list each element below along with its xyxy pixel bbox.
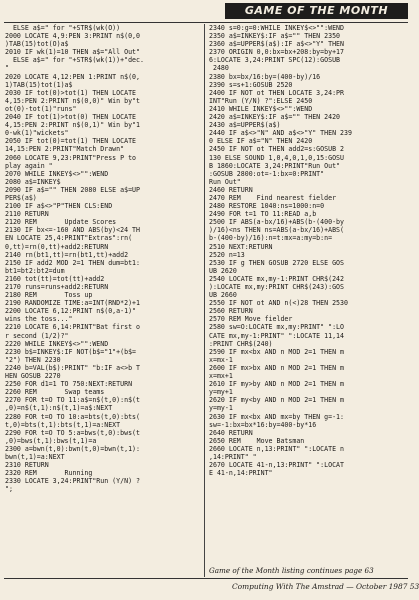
listing-line: )TAB(15)tot(O)a$ [5, 40, 69, 49]
listing-line: 4,15:PEN 2:PRINT n$(0,1)" Win by"1 [5, 121, 140, 130]
listing-line: B 1860:LOCATE 3,24:PRINT"Run Out" [209, 161, 341, 170]
listing-line: 2290 FOR t=O TO 5:a=bws(t,0):bws(t [5, 428, 140, 437]
listing-line: CATE mx,my-1:PRINT" ":LOCATE 11,14 [209, 331, 344, 340]
listing-line: 2120 REM Update Scores [5, 218, 117, 227]
footer-publication: Computing With The Amstrad [232, 582, 344, 591]
listing-line: 2600 IF mx>bx AND n MOD 2=1 THEN m [209, 363, 344, 372]
listing-line: 2350 a$=INKEY$:IF a$="" THEN 2350 [209, 32, 341, 41]
listing-line: bt1=bt2:bt2=dum [5, 266, 65, 275]
listing-line: 2110 RETURN [5, 210, 49, 219]
listing-line: 2150 IF add2 MOD 2=1 THEN dum=bt1: [5, 258, 140, 267]
listing-line: ,0)=n$(t,1):n$(t,1)=a$:NEXT [5, 404, 113, 413]
listing-line: 2510 NEXT:RETURN [209, 242, 273, 251]
listing-line: ELSE a$=" for "+STR$(wk(O)) [5, 24, 121, 32]
footer-date: October 1987 [355, 582, 408, 591]
listing-line: 2620 IF my<by AND n MOD 2=1 THEN m [209, 396, 344, 405]
listing-line: 2430 a$=UPPER$(a$) [209, 121, 281, 130]
listing-line: E 41-n,14:PRINT" [209, 469, 273, 478]
listing-line: 14,15:PEN 2:PRINT"Match Drawn" [5, 145, 125, 154]
listing-line: b-(400-by)/16):n=t:mx=a:my=b:n= [209, 234, 333, 243]
listing-line: 2480 [209, 64, 229, 73]
listing-line: 2330 LOCATE 3,24:PRINT"Run (Y/N) ? [5, 477, 140, 486]
listing-line: 2240 b=VAL(b$):PRINT" "b:IF a<>b T [5, 363, 140, 372]
listing-line: 2160 tot(tt)=tot(tt)+add2 [5, 274, 105, 283]
listing-line: 130 ELSE SOUND 1,0,4,0,1,0,15:GOSU [209, 153, 344, 162]
listing-line: 4,15:PEN 2:PRINT n$(0,0)" Win by"t [5, 96, 140, 105]
listing-line: 2490 FOR t=1 TO 11:READ a,b [209, 210, 317, 219]
listing-line: 2000 LOCATE 4,9:PEN 3:PRINT n$(0,0 [5, 32, 140, 41]
listing-line: 2380 bx=bx/16:by=(400-by)/16 [209, 72, 321, 81]
listing-line: 2460 RETURN [209, 185, 253, 194]
listing-line: 2250 FOR d1=1 TO 750:NEXT:RETURN [5, 380, 133, 389]
top-rule [4, 22, 408, 23]
listing-line: 2670 LOCATE 41-n,13:PRINT" ":LOCAT [209, 461, 344, 470]
listing-line: 2540 LOCATE mx,my-1:PRINT CHR$(242 [209, 274, 344, 283]
listing-line: EN LOCATE 25,4:PRINT"Extras":rn( [5, 234, 133, 243]
listing-line: ot(0)-tot(1)"runs" [5, 104, 77, 113]
listing-line: 2370 ORIGIN 0,0:bx=bx+208:by=by+17 [209, 48, 344, 57]
listing-line: 2080 a$=INKEY$ [5, 177, 61, 186]
listing-line: 2390 s=s+1:GOSUB 2520 [209, 80, 293, 89]
listing-line: y=my-1 [209, 404, 233, 413]
bottom-rule [4, 578, 408, 579]
column-divider [204, 24, 205, 577]
listing-line: 2030 IF tot(0)>tot(1) THEN LOCATE [5, 88, 137, 97]
footer-page-number: 53 [409, 582, 419, 591]
listing-line: 2210 LOCATE 6,14:PRINT"Bat first o [5, 323, 140, 332]
listing-line: 2650 REM Move Batsman [209, 436, 305, 445]
listing-line: 2560 RETURN [209, 307, 253, 316]
listing-line: 2520 n=13 [209, 250, 245, 259]
listing-line: 2070 WHILE INKEY$<>"":WEND [5, 169, 109, 178]
listing-line: 2470 REM Find nearest fielder [209, 193, 337, 202]
listing-line: UB 2660 [209, 291, 237, 300]
listing-line: 2020 LOCATE 4,12:PEN 1:PRINT n$(0, [5, 72, 140, 81]
listing-line: 2530 IF g THEN GOSUB 2720 ELSE GOS [209, 258, 344, 267]
listing-line: 2610 IF my>by AND n MOD 2=1 THEN m [209, 380, 344, 389]
listing-line: x=mx+1 [209, 372, 233, 381]
listing-line: sw=-1:bx=bx*16:by=400-by*16 [209, 420, 317, 429]
listing-line: 2410 WHILE INKEY$<>"":WEND [209, 104, 313, 113]
listing-line: 2360 a$=UPPER$(a$):IF a$<>"Y" THEN [209, 40, 344, 49]
listing-line: 2270 FOR t=O TO 11:a$=n$(t,0):n$(t [5, 396, 140, 405]
listing-line: 2190 RANDOMIZE TIME:a=INT(RND*2)+1 [5, 299, 140, 308]
listing-line: :PRINT CHR$(240) [209, 339, 273, 348]
listing-line: )/16)<ns THEN ns=ABS(a-bx/16)+ABS( [209, 226, 344, 235]
listing-line: 2550 IF NOT ot AND n(<)28 THEN 2530 [209, 299, 348, 308]
listing-line: 2480 RESTORE 1040:ns=1000:n=0 [209, 202, 325, 211]
listing-line: 2340 s=0:g=0:WHILE INKEY$<>"":WEND [209, 24, 344, 32]
listing-column-right [209, 24, 408, 477]
listing-line: 2060 LOCATE 9,23:PRINT"Press P to [5, 153, 137, 162]
listing-line: y=my+1 [209, 388, 233, 397]
listing-line: " [5, 64, 9, 73]
listing-line: 2180 REM Toss up [5, 291, 93, 300]
section-header: GAME OF THE MONTH [225, 3, 408, 19]
listing-line: 2310 RETURN [5, 461, 49, 470]
listing-line: wins the toss..." [5, 315, 73, 324]
listing-line: 6:LOCATE 3,24:PRINT SPC(12):GOSUB [209, 56, 341, 65]
listing-line: ):LOCATE mx,my:PRINT CHR$(243):GOS [209, 283, 344, 291]
listing-line: Run Out" [209, 177, 241, 186]
listing-line: 2450 IF NOT ot THEN add2=s:GOSUB 2 [209, 145, 344, 154]
listing-line: 2630 IF mx<bx AND mx=by THEN g=-1: [209, 412, 344, 421]
listing-line: x=mx-1 [209, 355, 233, 364]
listing-column-left [5, 24, 202, 493]
listing-line: 2660 LOCATE n,13:PRINT" ":LOCATE n [209, 444, 344, 453]
listing-line: 2640 RETURN [209, 428, 253, 437]
listing-line: 2040 IF tot(1)>tot(0) THEN LOCATE [5, 113, 137, 122]
listing-line: 2100 IF a$<>"P"THEN CLS:END [5, 202, 113, 211]
listing-line: ,14:PRINT" " [209, 452, 257, 461]
listing-line: 2170 runs=runs+add2:RETURN [5, 283, 109, 291]
listing-line: 2090 IF a$="" THEN 2080 ELSE a$=UP [5, 185, 140, 194]
listing-line: 2420 a$=INKEY$:IF a$="" THEN 2420 [209, 113, 341, 122]
listing-line: 2590 IF mx<bx AND n MOD 2=1 THEN m [209, 347, 344, 356]
listing-line: r second (1/2)?" [5, 331, 69, 340]
listing-line: bwn(t,1)=a:NEXT [5, 452, 65, 461]
listing-line: 1)TAB(15)tot(1)a$ [5, 80, 73, 89]
listing-line: 2200 LOCATE 6,12:PRINT n$(0,a-1)" [5, 307, 137, 316]
listing-line: :GOSUB 2800:ot=-1:bx=0:PRINT" [209, 169, 325, 178]
listing-line: UB 2620 [209, 266, 237, 275]
listing-line: ELSE a$=" for "+STR$(wk(1))+"dec. [5, 56, 144, 65]
listing-line: 2220 WHILE INKEY$<>"":WEND [5, 339, 109, 348]
listing-line: "; [5, 485, 13, 494]
listing-line: 2140 rn(bt1,tt)=rn(bt1,tt)+add2 [5, 250, 129, 259]
listing-line: t,0)=bts(t,1):bts(t,1)=a:NEXT [5, 420, 121, 429]
listing-line: 2050 IF tot(0)=tot(1) THEN LOCATE [5, 137, 137, 146]
listing-line: 2260 REM Swap teams [5, 388, 105, 397]
listing-line: 2280 FOR t=O TO 10:a=bts(t,0):bts( [5, 412, 140, 421]
listing-line: 2570 REM Move fielder [209, 315, 293, 324]
listing-line: 2580 sw=O:LOCATE mx,my:PRINT" ":LO [209, 323, 344, 332]
listing-line: play again " [5, 161, 53, 170]
listing-line: "2") THEN 2230 [5, 355, 61, 364]
footer-separator: — [343, 582, 356, 591]
listing-line: 2230 b$=INKEY$:IF NOT(b$="1"+(b$= [5, 347, 137, 356]
listing-line: ,0)=bws(t,1):bws(t,1)=a [5, 436, 97, 445]
listing-line: 0,tt)=rn(0,tt)+add2:RETURN [5, 242, 109, 251]
listing-line: 0-wk(1)"wickets" [5, 129, 69, 138]
listing-line: PER$(a$) [5, 193, 37, 202]
listing-line: 2400 IF NOT ot THEN LOCATE 3,24:PR [209, 88, 344, 97]
listing-line: 2300 a=bwn(t,0):bwn(t,0)=bwn(t,1): [5, 444, 140, 453]
listing-line: HEN GOSUB 2270 [5, 372, 61, 381]
continues-note: Game of the Month listing continues page 63 [209, 566, 374, 575]
listing-line: INT"Run (Y/N) ?":ELSE 2450 [209, 96, 313, 105]
page-footer [232, 582, 419, 591]
listing-line: 0 ELSE IF a$="N" THEN 2420 [209, 137, 313, 146]
listing-line: 2500 IF ABS(a-bx/16)+ABS(b-(400-by [209, 218, 344, 227]
listing-line: 2010 IF wk(1)=10 THEN a$="All Out" [5, 48, 140, 57]
listing-line: 2320 REM Running [5, 469, 93, 478]
listing-line: 2440 IF a$<>"N" AND a$<>"Y" THEN 239 [209, 129, 352, 138]
listing-line: 2130 IF bx<=-160 AND ABS(by)<24 TH [5, 226, 140, 235]
